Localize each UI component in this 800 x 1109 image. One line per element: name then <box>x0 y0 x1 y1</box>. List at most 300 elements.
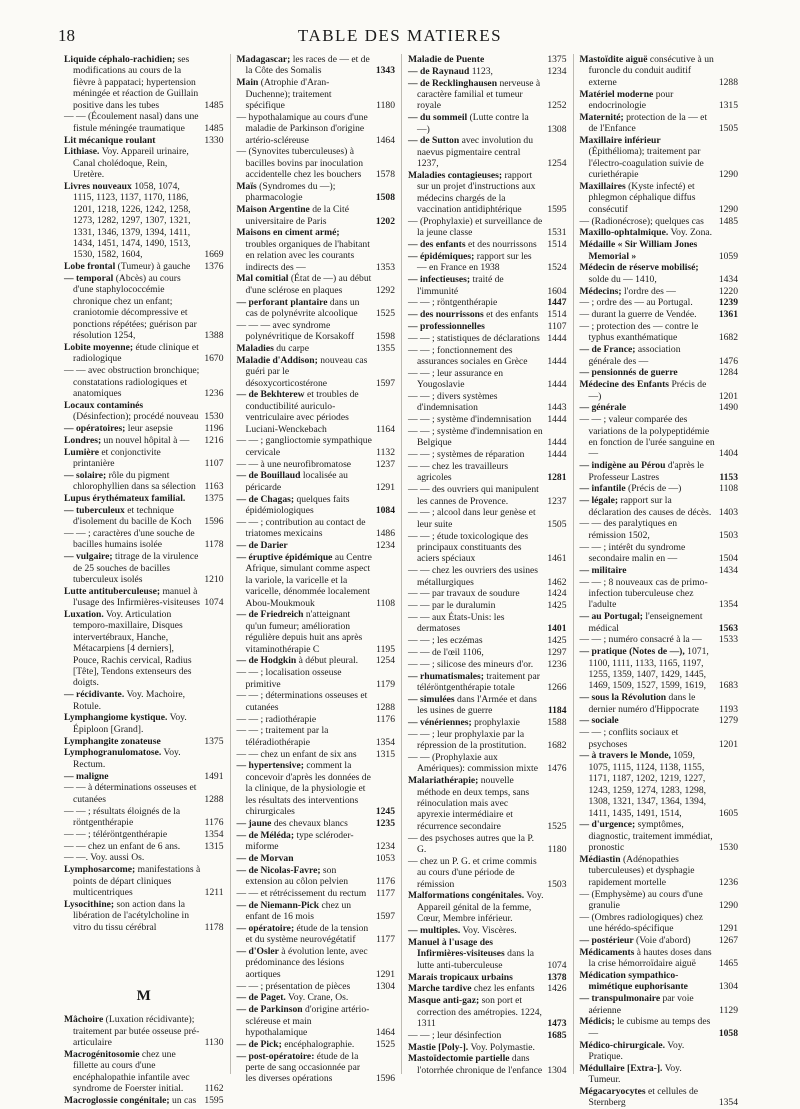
index-entry-text <box>64 609 201 689</box>
index-entry-text <box>408 588 544 599</box>
index-entry-detail: — — ; étude toxicologique des principaux constituants des aciers spéciaux <box>408 530 529 565</box>
index-entry-page-ref: 1354 <box>718 1097 738 1109</box>
index-entry-page-ref: 1162 <box>204 1083 224 1095</box>
index-entry <box>237 273 396 296</box>
index-entry-page-ref: 1444 <box>547 449 567 461</box>
index-entry-detail: du carpe <box>276 343 309 355</box>
index-entry-text <box>237 552 373 609</box>
index-entry <box>408 321 567 332</box>
index-entry-page-ref: 1195 <box>376 643 395 655</box>
index-entry-detail: 1123, <box>471 65 493 77</box>
index-entry-text <box>408 321 544 332</box>
index-entry-heading: — générale <box>579 402 627 414</box>
index-entry-text <box>580 993 716 1016</box>
index-entry-heading: — opératoires; <box>64 422 126 434</box>
index-entry-detail: — hypothalamique au cours d'une maladie de Parkinson d'origine artério-scléreuse <box>236 111 368 146</box>
index-entry-text <box>237 655 373 666</box>
index-entry-text <box>64 365 201 399</box>
index-entry <box>408 995 567 1029</box>
index-entry-detail: Voy. Machoire, Rotule. <box>73 689 186 712</box>
index-entry-detail: étude de la tension et du système neurovégétatif <box>245 922 369 946</box>
index-entry-detail: — (Emphysème) au cours d'une granulie <box>579 888 703 911</box>
index-entry-text <box>408 856 544 890</box>
index-entry-page-ref: 1682 <box>718 332 738 344</box>
index-entry-detail: étude clinique et radiologique <box>73 341 199 365</box>
index-entry-page-ref: 1485 <box>204 122 224 134</box>
index-entry-detail: un nouvel hôpital à — <box>103 434 190 446</box>
index-entry-page-ref: 1130 <box>204 1037 224 1049</box>
index-entry-text <box>237 830 373 853</box>
index-entry <box>408 461 567 484</box>
index-entry-heading: — de Niemann-Pick <box>236 899 320 911</box>
index-entry-heading: — de Pick; <box>236 1038 282 1050</box>
index-entry-heading: — professionnelles <box>408 321 485 333</box>
index-entry-heading: Mastoïdite aiguë <box>579 54 648 65</box>
index-entry-detail: symptômes, diagnostic, traitement immédiat, pronostic <box>588 819 713 854</box>
index-entry-heading: Maxillo-ophtalmique. <box>579 227 669 239</box>
index-entry <box>408 391 567 414</box>
index-entry-detail: — — chez un enfant de 6 ans. <box>64 840 181 852</box>
index-entry-detail: manifestations à points de départ cliniques multicentriques <box>73 864 201 898</box>
index-entry-text <box>64 111 201 134</box>
index-entry <box>580 414 739 460</box>
index-entry-heading: — infantile <box>579 483 626 495</box>
index-entry <box>64 609 224 689</box>
index-entry-page-ref: 1378 <box>547 971 567 983</box>
index-entry-detail: — — chez les ouvriers des usines métallurgiques <box>408 565 539 588</box>
index-entry <box>408 972 567 983</box>
index-entry <box>237 667 396 690</box>
index-entry-text <box>580 460 716 483</box>
page-title: TABLE DES MATIERES <box>297 26 503 45</box>
index-entry-detail: — durant la guerre de Vendée. <box>579 309 697 321</box>
index-entry-text <box>580 565 716 576</box>
index-entry-detail: à début pleural. <box>298 655 359 667</box>
index-entry <box>580 577 739 611</box>
index-entry-detail: — — ; ganglioctomie sympathique cervicale <box>236 435 372 458</box>
index-entry-heading: — post-opératoire: <box>236 1050 315 1062</box>
index-entry-heading: — de Hodgkin <box>236 655 297 667</box>
index-entry <box>580 367 739 378</box>
index-entry-detail: nouvelle méthode en deux temps, sans réinoculation mais avec apyrexie intermédiaire et récurrence secondaire <box>417 775 530 832</box>
index-entry-page-ref: 1595 <box>204 1095 224 1107</box>
index-entry-page-ref: 1236 <box>547 658 567 670</box>
index-entry <box>408 1053 567 1076</box>
index-entry <box>580 1040 739 1063</box>
index-entry-text <box>237 77 373 111</box>
index-entry <box>64 689 224 712</box>
index-entry-page-ref: 1288 <box>375 701 395 713</box>
index-entry-page-ref: 1598 <box>375 331 395 343</box>
index-entry <box>408 890 567 924</box>
index-entry-heading: Liquide céphalo-rachidien; <box>64 54 176 65</box>
index-column-4 <box>573 54 745 1109</box>
index-entry-detail: Voy. Pratique. <box>588 1039 685 1062</box>
index-entry <box>580 889 739 912</box>
index-entry-page-ref: 1193 <box>719 703 738 715</box>
index-entry-text <box>237 1051 373 1085</box>
index-entry-heading: — de Chagas; <box>236 493 295 505</box>
index-entry-heading: Livres nouveaux <box>64 181 132 193</box>
index-entry-page-ref: 1465 <box>718 958 738 970</box>
index-entry <box>64 747 224 770</box>
index-entry-text <box>408 391 544 414</box>
index-entry-detail: et troubles de conductibilité auriculo-ventriculaire avec périodes Luciani-Wenckebach <box>245 389 359 435</box>
index-entry-text <box>408 461 544 484</box>
index-entry-text <box>237 690 373 713</box>
index-entry-text <box>580 947 716 970</box>
index-entry-page-ref: 1202 <box>375 215 395 227</box>
index-entry-detail: — (Radionécrose); quelques cas <box>579 215 704 227</box>
index-entry-text <box>408 717 544 728</box>
index-entry <box>237 981 396 992</box>
index-entry-heading: Maison Argentine <box>236 204 310 216</box>
index-entry-page-ref: 1315 <box>718 100 738 112</box>
index-entry-detail: — — ; fonctionnement des assurances sociales en Grèce <box>408 344 528 368</box>
index-entry-text <box>64 273 201 341</box>
index-entry-text <box>408 972 544 983</box>
index-entry-page-ref: 1508 <box>375 192 395 204</box>
index-entry-page-ref: 1237 <box>375 458 395 470</box>
index-entry-detail: quelques faits épidémiologiques <box>245 493 350 517</box>
index-entry <box>580 379 739 402</box>
index-entry-detail: chez un enfant de 16 mois <box>245 899 352 922</box>
index-entry-page-ref: 1588 <box>547 717 567 729</box>
index-entry-page-ref: 1290 <box>718 169 738 181</box>
index-entry-detail: — — ; 8 nouveaux cas de primo-infection tuberculeuse chez l'adulte <box>579 576 708 611</box>
index-entry <box>408 937 567 971</box>
index-entry-text <box>580 1016 716 1039</box>
index-entry <box>408 78 567 112</box>
index-entry-page-ref: 1211 <box>204 886 224 898</box>
index-entry-text <box>64 1014 201 1048</box>
index-entry-text <box>64 841 201 852</box>
index-entry-heading: Macrogénitosomie <box>64 1049 140 1060</box>
index-entry-text <box>408 833 544 856</box>
index-entry-heading: — de Nicolas-Favre; <box>236 864 321 876</box>
index-entry-text <box>408 66 544 77</box>
index-entry-page-ref: 1176 <box>376 875 395 887</box>
index-entry <box>408 635 567 646</box>
index-entry-text <box>64 747 201 770</box>
index-entry-page-ref: 1304 <box>375 980 395 992</box>
index-entry <box>237 517 396 540</box>
index-entry-text <box>580 89 716 112</box>
index-entry-heading: Lobe frontal <box>64 261 116 273</box>
index-column-2 <box>230 54 402 1085</box>
index-entry-text <box>64 852 201 863</box>
index-entry-page-ref: 1129 <box>719 1004 738 1016</box>
index-entry <box>580 565 739 576</box>
index-entry-page-ref: 1354 <box>718 599 738 611</box>
index-entry-text <box>580 379 716 402</box>
index-entry-heading: — de Parkinson <box>236 1004 303 1016</box>
index-entry-text <box>580 646 716 692</box>
index-entry-text <box>408 1053 544 1076</box>
index-entry-detail: Voy. Zona. <box>670 227 713 239</box>
index-entry-page-ref: 1578 <box>375 169 395 181</box>
index-entry-text <box>580 935 716 946</box>
index-entry-detail: — — ; radiothérapie <box>236 713 317 725</box>
index-entry <box>408 507 567 530</box>
index-entry-page-ref: 1267 <box>718 934 738 946</box>
index-entry-text <box>408 414 544 425</box>
index-entry-page-ref: 1524 <box>547 262 567 274</box>
index-entry <box>580 947 739 970</box>
index-entry-detail: — — ; alcool dans leur genèse et leur suite <box>408 507 536 530</box>
index-entry-text <box>580 112 716 135</box>
index-entry-heading: — temporal <box>64 273 114 285</box>
index-entry <box>64 586 224 609</box>
page-number: 18 <box>58 26 75 45</box>
index-entry <box>237 470 396 493</box>
index-entry-text <box>237 54 373 77</box>
index-entry-page-ref: 1108 <box>376 597 395 609</box>
index-entry-page-ref: 1210 <box>204 573 224 585</box>
index-entry-page-ref: 1308 <box>547 123 567 135</box>
index-entry-detail: Précis de —) <box>588 379 707 402</box>
index-entry-text <box>64 829 201 840</box>
index-entry-detail: — — ; présentation de pièces <box>236 980 351 992</box>
index-entry <box>580 309 739 320</box>
index-entry <box>408 449 567 460</box>
index-entry-text <box>408 368 544 391</box>
index-entry-text <box>237 1004 373 1038</box>
index-entry-detail: et conjonctivite printanière <box>73 446 161 469</box>
index-entry-page-ref: 1330 <box>204 134 224 146</box>
index-entry-heading: — du sommeil <box>408 112 468 124</box>
index-entry-page-ref: 1343 <box>375 65 395 77</box>
index-entry-detail: Voy. Polymastie. <box>470 1041 535 1053</box>
index-entry-heading: Mastie [Poly-]. <box>408 1041 469 1053</box>
index-entry-detail: traité de l'immunité <box>417 274 504 297</box>
index-entry <box>64 54 224 111</box>
index-entry-text <box>237 389 373 435</box>
index-entry-detail: — — ; leur désinfection <box>408 1029 502 1041</box>
index-entry-page-ref: 1180 <box>547 844 567 856</box>
index-entry-text <box>237 146 373 180</box>
index-entry-page-ref: 1266 <box>547 682 567 694</box>
index-entry-detail: l'ordre des — <box>624 285 676 297</box>
index-entry-text <box>408 297 544 308</box>
index-entry-heading: Médecine des Enfants <box>579 379 670 391</box>
index-entry <box>408 216 567 239</box>
index-entry <box>64 712 224 735</box>
index-entry-heading: Mâchoire <box>64 1014 104 1026</box>
index-entry-detail: Voy. Tumeur. <box>588 1062 682 1086</box>
index-entry <box>580 227 739 238</box>
index-entry <box>408 135 567 169</box>
index-entry <box>64 864 224 898</box>
index-entry-page-ref: 1053 <box>375 852 395 864</box>
index-entry-page-ref: 1284 <box>718 367 738 379</box>
index-entry-detail: (Tumeur) à gauche <box>117 261 191 273</box>
index-entry-detail: (État de —) au début d'une sclérose en plaques <box>245 273 372 296</box>
index-entry-text <box>408 995 544 1029</box>
index-entry-detail: d'après le Professeur Lastres <box>588 460 704 483</box>
index-entry-text <box>408 729 544 752</box>
index-entry <box>64 261 224 272</box>
index-entry <box>408 588 567 599</box>
index-entry-heading: — des nourrissons <box>408 309 484 321</box>
index-entry-heading: Maladie de Puente <box>408 54 485 65</box>
index-entry-text <box>237 355 373 389</box>
index-entry-detail: — — ; contribution au contact de triatomes mexicains <box>236 516 366 540</box>
index-entry <box>237 1004 396 1038</box>
index-entry-text <box>408 671 544 694</box>
index-entry-page-ref: 1443 <box>547 402 567 414</box>
index-entry-heading: Marche tardive <box>408 983 472 995</box>
index-entry-text <box>237 540 373 551</box>
index-entry <box>237 818 396 829</box>
index-entry <box>408 239 567 250</box>
index-entry-detail: — — et rétrécissement du rectum <box>236 887 367 899</box>
index-entry-text <box>580 402 716 413</box>
index-entry-heading: — d'urgence; <box>579 819 636 831</box>
index-entry-text <box>64 806 201 829</box>
index-entry-detail: rôle du pigment chlorophyllien dans sa sélection <box>73 469 196 493</box>
index-entry-page-ref: 1361 <box>718 309 738 321</box>
index-entry-text <box>408 531 544 565</box>
index-entry-page-ref: 1196 <box>204 422 224 434</box>
index-entry-text <box>580 297 716 308</box>
index-entry-text <box>408 635 544 646</box>
index-entry-text <box>580 54 716 88</box>
index-entry-detail: (Luxation récidivante); traitement par butée osseuse pré-articulaire <box>73 1014 200 1049</box>
index-entry-heading: Maxillaires <box>579 181 626 193</box>
index-entry <box>408 426 567 449</box>
index-entry-page-ref: 1426 <box>547 983 567 995</box>
index-entry-page-ref: 1177 <box>376 887 395 899</box>
index-entry <box>237 888 396 899</box>
index-entry-detail: — — ; divers systèmes d'indemnisation <box>408 391 498 414</box>
index-entry <box>237 459 396 470</box>
index-entry-text <box>408 274 544 297</box>
index-entry-detail: (Épithélioma); traitement par l'électro-coagulation suivie de curiethérapie <box>588 146 704 181</box>
index-entry-detail: dans l'otorrhée chronique de l'enfance <box>417 1053 543 1076</box>
index-entry-heading: — épidémiques; <box>408 251 475 263</box>
index-entry-heading: — de Recklinghausen <box>408 77 498 89</box>
index-entry <box>580 750 739 818</box>
index-entry-detail: — — ; les eczémas <box>408 635 483 647</box>
index-entry-page-ref: 1107 <box>204 457 224 469</box>
index-entry-heading: — de Bouillaud <box>236 470 301 482</box>
index-entry <box>237 227 396 273</box>
index-entry-detail: manuel à l'usage des Infirmières-visiteuses <box>73 585 200 609</box>
index-entry-page-ref: 1201 <box>718 738 738 750</box>
index-entry-text <box>408 78 544 112</box>
index-entry-detail: étude de la perte de sang occasionnée par les diverses opérations <box>245 1050 361 1085</box>
index-entry-heading: — rhumatismales; <box>408 670 484 682</box>
index-entry-detail: chez les enfants <box>473 983 535 995</box>
index-entry-detail: Voy. Appareil urinaire, Canal cholédoque, Rein, Uretère. <box>73 146 189 181</box>
index-entry <box>237 749 396 760</box>
index-entry-page-ref: 1464 <box>375 134 395 146</box>
index-entry <box>64 551 224 585</box>
index-entry-text <box>237 992 373 1003</box>
index-entry-detail: — — ; téléröntgenthérapie <box>64 828 168 840</box>
index-entry-page-ref: 1059 <box>718 250 738 262</box>
index-entry-page-ref: 1132 <box>376 446 395 458</box>
index-entry <box>580 297 739 308</box>
index-entry <box>580 112 739 135</box>
index-entry <box>408 66 567 77</box>
index-entry-page-ref: 1290 <box>718 899 738 911</box>
index-entry <box>237 204 396 227</box>
index-entry-text <box>237 923 373 946</box>
index-entry-page-ref: 1153 <box>719 471 738 483</box>
index-entry-heading: Maladies contagieuses; <box>408 170 503 182</box>
index-entry-heading: Maïs <box>236 181 257 193</box>
index-entry-detail: — — — avec syndrome polynévritique de Korsakoff <box>236 319 355 343</box>
index-entry-detail: Voy. Rectum. <box>73 747 181 770</box>
index-entry <box>580 634 739 645</box>
index-entry-text <box>64 505 201 528</box>
index-entry <box>580 1086 739 1109</box>
index-entry-page-ref: 1220 <box>718 285 738 297</box>
index-entry-text <box>408 170 544 216</box>
index-entry-detail: Voy. Viscères. <box>462 925 517 937</box>
index-entry-page-ref: 1178 <box>204 921 224 933</box>
index-entry-detail: — — à une neurofibromatose <box>236 458 352 470</box>
index-entry-page-ref: 1434 <box>718 564 738 576</box>
index-entry-page-ref: 1236 <box>718 876 738 888</box>
index-entry-detail: titrage de la virulence de 25 souches de bacilles tuberculeux isolés <box>73 551 199 585</box>
index-entry-page-ref: 1444 <box>547 414 567 426</box>
index-entry-text <box>408 600 544 611</box>
index-entry <box>64 899 224 933</box>
index-entry <box>64 829 224 840</box>
index-entry-detail: — — ; statistiques de déclarations <box>408 332 540 344</box>
index-entry-text <box>237 112 373 146</box>
index-entry-text <box>408 565 544 588</box>
index-entry <box>408 1030 567 1041</box>
index-entry-detail: rapport sur les — en France en 1938 <box>417 251 532 274</box>
index-entry <box>237 181 396 204</box>
index-entry-detail: (Atrophie d'Aran-Duchenne); traitement spécifique <box>245 77 332 112</box>
index-entry-text <box>580 181 716 215</box>
index-entry <box>237 609 396 655</box>
index-entry-detail: — — avec obstruction bronchique; constatations radiologiques et anatomiques <box>64 365 200 399</box>
index-entry-page-ref: 1178 <box>204 539 224 551</box>
index-entry-page-ref: 1504 <box>718 553 738 565</box>
index-entry <box>64 505 224 528</box>
index-entry <box>64 111 224 134</box>
index-entry <box>64 493 224 504</box>
index-entry-heading: Médicis; <box>579 1016 615 1028</box>
index-entry-heading: Lymphogranulomatose. <box>64 747 162 759</box>
index-entry-page-ref: 1353 <box>375 261 395 273</box>
index-entry <box>580 715 739 726</box>
index-entry-detail: — — ; numéro consacré à la — <box>579 634 702 646</box>
index-entry-detail: protection de la — et de l'Enfance <box>588 111 708 135</box>
index-entry <box>580 262 739 285</box>
index-entry <box>408 54 567 65</box>
index-entry-page-ref: 1464 <box>375 1026 395 1038</box>
index-entry-text <box>580 634 716 645</box>
index-entry <box>408 414 567 425</box>
index-entry-text <box>408 1042 544 1053</box>
index-entry-detail: Voy. Crane, Os. <box>288 992 349 1004</box>
index-entry-detail: — — chez un enfant de six ans <box>236 748 357 760</box>
index-entry <box>237 435 396 458</box>
index-entry-page-ref: 1444 <box>547 356 567 368</box>
index-entry-page-ref: 1533 <box>718 634 738 646</box>
index-entry-text <box>237 865 373 888</box>
index-entry <box>64 782 224 805</box>
index-entry <box>408 925 567 936</box>
index-entry-detail: des chevaux blancs <box>273 817 348 829</box>
